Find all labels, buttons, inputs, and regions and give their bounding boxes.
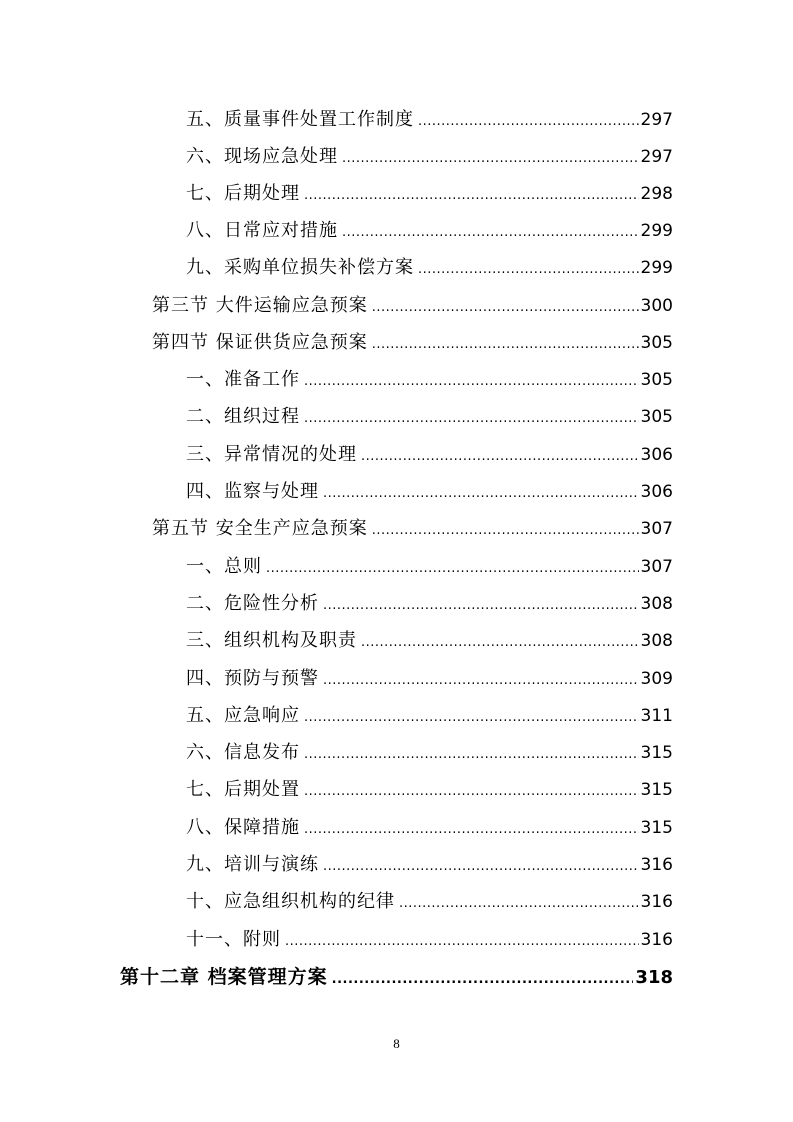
toc-entry[interactable] [186,850,673,880]
toc-entry[interactable] [152,328,673,358]
toc-entry-title: 第五节 安全生产应急预案 [152,518,368,539]
dot-leader [304,740,639,770]
toc-entry-page: 305 [640,333,673,353]
toc-entry-title: 第四节 保证供货应急预案 [152,332,368,353]
dot-leader [418,255,639,285]
dot-leader [323,591,639,621]
toc-entry[interactable] [186,365,673,395]
dot-leader [304,777,639,807]
toc-entry[interactable] [186,887,673,917]
toc-entry[interactable] [152,514,673,544]
dot-leader [332,965,634,995]
toc-entry[interactable] [186,701,673,731]
dot-leader [323,852,639,882]
toc-entry[interactable] [186,626,673,656]
toc-entry[interactable] [186,664,673,694]
dot-leader [361,628,639,658]
toc-entry[interactable] [186,552,673,582]
toc-entry-title: 三、组织机构及职责 [186,630,357,651]
toc-entry-title: 八、日常应对措施 [186,220,338,241]
dot-leader [372,516,639,546]
toc-entry-title: 十、应急组织机构的纪律 [186,891,395,912]
dot-leader [285,927,639,957]
toc-entry[interactable] [186,402,673,432]
toc-entry[interactable] [186,440,673,470]
toc-entry-title: 三、异常情况的处理 [186,444,357,465]
toc-entry-page: 315 [640,818,673,838]
toc-entry[interactable] [186,477,673,507]
dot-leader [361,442,639,472]
toc-entry-page: 306 [640,445,673,465]
toc-entry[interactable] [186,813,673,843]
toc-entry-page: 315 [640,743,673,763]
dot-leader [372,330,639,360]
toc-entry[interactable] [186,589,673,619]
toc-entry-title: 九、培训与演练 [186,854,319,875]
dot-leader [304,815,639,845]
toc-entry-page: 306 [640,482,673,502]
toc-entry-page: 307 [640,519,673,539]
toc-entry-page: 299 [640,221,673,241]
dot-leader [342,218,639,248]
toc-entry-page: 299 [640,258,673,278]
toc-entry[interactable] [186,775,673,805]
toc-entry[interactable] [186,925,673,955]
toc-entry-title: 二、组织过程 [186,406,300,427]
toc-entry-title: 五、质量事件处置工作制度 [186,109,414,130]
dot-leader [304,703,639,733]
toc-entry-page: 318 [635,967,673,988]
toc-entry-page: 297 [640,110,673,130]
toc-entry-page: 298 [640,184,673,204]
toc-entry-page: 311 [640,706,673,726]
dot-leader [342,144,639,174]
toc-entry-title: 十一、附则 [186,929,281,950]
dot-leader [418,107,639,137]
toc-entry-page: 307 [640,557,673,577]
toc-entry[interactable] [152,291,673,321]
toc-entry[interactable] [186,142,673,172]
toc-entry-title: 六、信息发布 [186,742,300,763]
toc-entry-title: 九、采购单位损失补偿方案 [186,257,414,278]
toc-entry[interactable] [186,253,673,283]
toc-entry-title: 七、后期处理 [186,183,300,204]
toc-entry-chapter[interactable] [120,962,673,992]
dot-leader [399,889,639,919]
toc-entry-page: 305 [640,370,673,390]
toc-entry-page: 316 [640,892,673,912]
toc-entry[interactable] [186,738,673,768]
toc-entry-title: 五、应急响应 [186,705,300,726]
toc-entry-title: 八、保障措施 [186,817,300,838]
toc-entry-page: 309 [640,669,673,689]
toc-entry-page: 316 [640,930,673,950]
dot-leader [323,479,639,509]
toc-entry-title: 第十二章 档案管理方案 [120,966,328,988]
toc-entry-title: 六、现场应急处理 [186,146,338,167]
toc-entry-title: 一、总则 [186,556,262,577]
toc-entry-page: 308 [640,594,673,614]
dot-leader [266,554,639,584]
toc-entry-title: 二、危险性分析 [186,593,319,614]
toc-entry-title: 七、后期处置 [186,779,300,800]
toc-entry[interactable] [186,216,673,246]
dot-leader [323,666,639,696]
toc-entry-title: 第三节 大件运输应急预案 [152,295,368,316]
dot-leader [304,181,639,211]
toc-entry-title: 一、准备工作 [186,369,300,390]
toc-entry-page: 315 [640,780,673,800]
dot-leader [304,367,639,397]
toc-entry-title: 四、监察与处理 [186,481,319,502]
toc-entry-page: 297 [640,147,673,167]
toc-entry-page: 300 [640,296,673,316]
toc-entry[interactable] [186,179,673,209]
toc-entry-page: 308 [640,631,673,651]
toc-entry-page: 305 [640,407,673,427]
page-number: 8 [393,1036,400,1051]
toc-entry-title: 四、预防与预警 [186,668,319,689]
toc-entry-page: 316 [640,855,673,875]
toc-entry[interactable] [186,105,673,135]
dot-leader [372,293,639,323]
dot-leader [304,404,639,434]
